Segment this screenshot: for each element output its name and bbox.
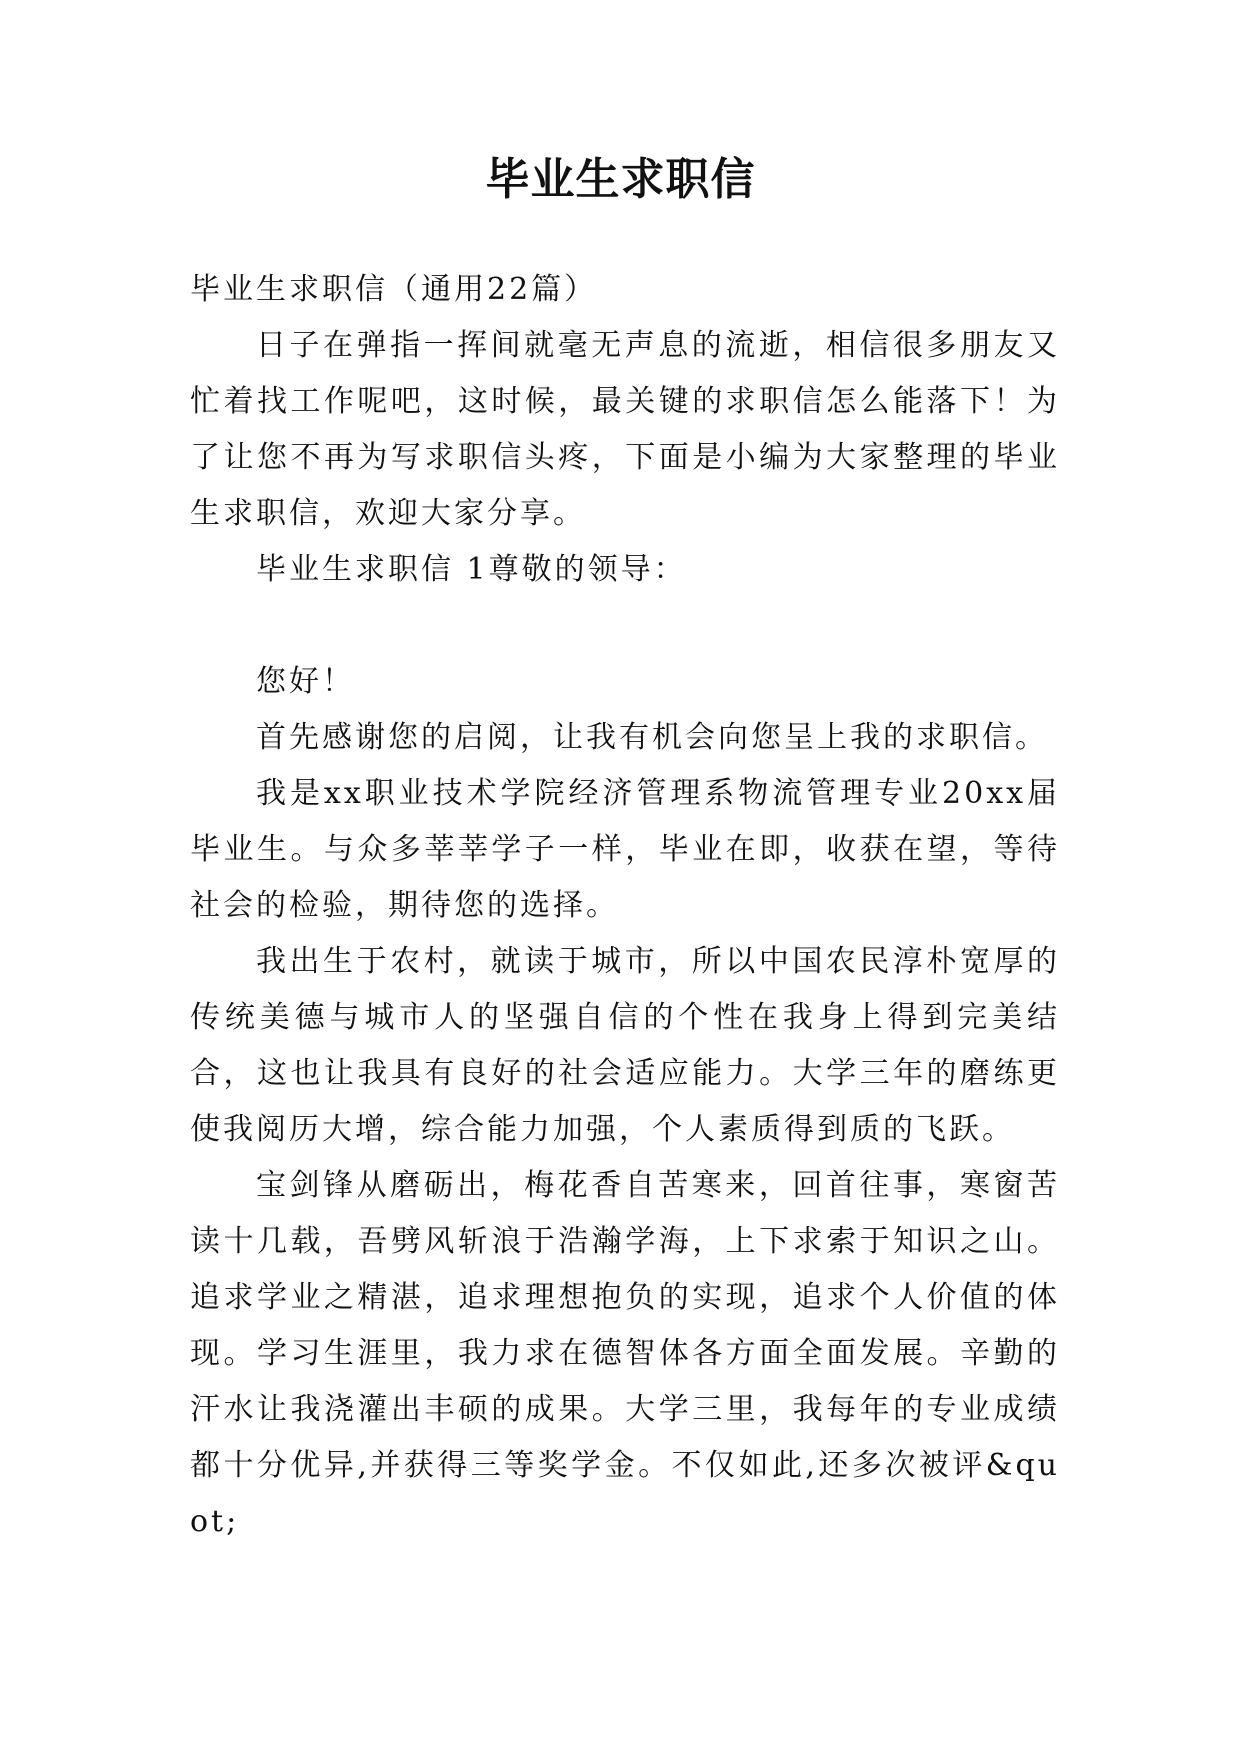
- thanks-paragraph: 首先感谢您的启阅，让我有机会向您呈上我的求职信。: [256, 720, 1048, 755]
- subtitle-paragraph: 毕业生求职信（通用22篇）: [190, 272, 598, 307]
- greeting-paragraph: 您好！: [256, 664, 355, 699]
- intro-paragraph: 日子在弹指一挥间就毫无声息的流逝，相信很多朋友又忙着找工作呢吧，这时候，最关键的求职信怎么能落下！为了让您不再为写求职信头疼，下面是小编为大家整理的毕业生求职信，欢迎大家分享。: [190, 328, 1060, 531]
- background-paragraph: 我出生于农村，就读于城市，所以中国农民淳朴宽厚的传统美德与城市人的坚强自信的个性在我身上得到完美结合，这也让我具有良好的社会适应能力。大学三年的磨练更使我阅历大增，综合能力加强，个人素质得到质的飞跃。: [190, 944, 1060, 1147]
- study-paragraph: 宝剑锋从磨砺出，梅花香自苦寒来，回首往事，寒窗苦读十几载，吾劈风斩浪于浩瀚学海，上下求索于知识之山。追求学业之精湛，追求理想抱负的实现，追求个人价值的体现。学习生涯里，我力求在德智体各方面全面发展。辛勤的汗水让我浇灌出丰硕的成果。大学三里，我每年的专业成绩都十分优异,并获得三等奖学金。不仅如此,还多次被评&quot;: [190, 1168, 1060, 1539]
- document-body: [190, 262, 1060, 1550]
- self-intro-paragraph: 我是xx职业技术学院经济管理系物流管理专业20xx届毕业生。与众多莘莘学子一样，毕业在即，收获在望，等待社会的检验，期待您的选择。: [190, 776, 1060, 923]
- letter-heading-paragraph: 毕业生求职信 1尊敬的领导：: [256, 552, 687, 587]
- document-title: 毕业生求职信: [485, 154, 756, 205]
